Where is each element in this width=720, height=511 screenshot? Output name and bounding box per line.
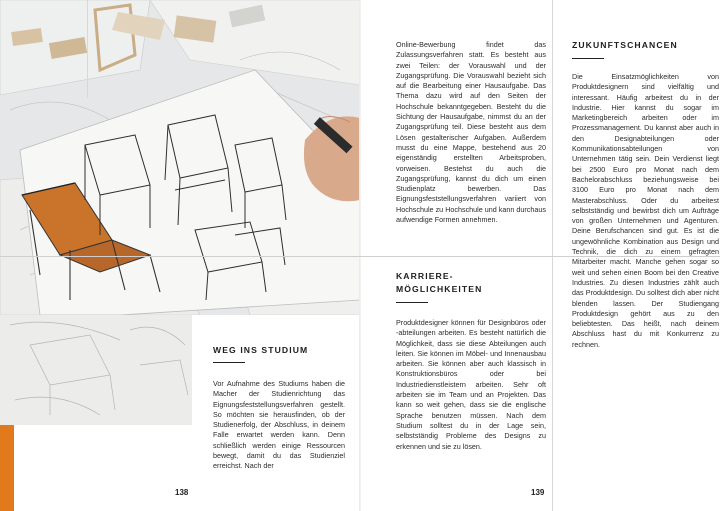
section-heading-karriere-line2: MÖGLICHKEITEN (396, 284, 483, 294)
section-heading-zukunftschancen: ZUKUNFTSCHANCEN (572, 40, 678, 50)
chair-sketch-photo (0, 0, 360, 315)
page-number-right: 139 (531, 488, 545, 497)
page-number-left: 138 (175, 488, 189, 497)
sketch-photo-lower (0, 315, 192, 425)
lower-sketch (0, 315, 192, 425)
accent-bar (0, 425, 14, 511)
column1-body: Produktdesigner können für Designbüros oder -abteilungen arbeiten. Es besteht natürlich die Möglichkeit, dass sie diese Abteilungen auch leiten. Sie können im Möbel- und Innenausbau arbeiten. Sie können aber auch klassisch in Konstruktionsbüros oder bei Industriedienstleistern arbeiten. Sehr oft arbeiten sie im Team und an Projekten. Das kann so weit gehen, dass sie die englische Sprache benutzen müssen. Nach dem Studium solltest du in der Lage sein, selbstständig Probleme des Designs zu erkennen und sie zu lösen. (396, 318, 546, 451)
section-heading-weg-ins-studium: WEG INS STUDIUM (213, 345, 309, 355)
fold-line (0, 256, 720, 257)
column-guide-line (87, 0, 88, 98)
sketch-illustration (0, 0, 360, 315)
column2-body: Die Einsatzmöglichkeiten von Produktdesignern sind vielfältig und interessant. Häufig arbeitest du in der Industrie. Hier kannst du sogar im Marketingbereich arbeiten oder im Prozessmanagement. Du kannst aber auch in den Designabteilungen oder Kommunikationsabteilungen von Unternehmen tätig sein. Dein Verdienst liegt bei 2500 Euro pro Monat nach dem Bachelorabschluss beziehungsweise bei 3100 Euro pro Monat nach dem Masterabschluss. Oder du arbeitest selbstständig und bewirbst dich um Aufträge von großen Unternehmen und Agenturen. Deine Berufschancen sind gut. Es ist die ungewöhnliche Kombination aus Design und Technik, die dich zu einem gefragten Mitarbeiter macht. Manche gehen sogar so weit und sehen einen Boom bei den Creative Industries. Zu diesen Industries zählt auch das Produktdesign. Du solltest dich aber nicht blenden lassen. Der Studiengang Produktdesign gehört aus zu den beliebtesten. Das heißt, nach deinem Abschluss hast du mit Konkurrenz zu rechnen. (572, 72, 719, 349)
section-heading-karriere-line1: KARRIERE- (396, 271, 454, 281)
section-body-weg-ins-studium: Vor Aufnahme des Studiums haben die Macher der Studienrichtung das Eignungsfeststellungsverfahren gestellt. So möchten sie herausfinden, ob der Studienerfolg, der Abschluss, in deinem Falle erwartet werden kann. Denn schließlich werden einige Ressourcen bewegt, damit du das Studienziel erreichst. Nach der (213, 379, 345, 471)
heading-underline (213, 362, 245, 363)
heading-underline (396, 302, 428, 303)
column1-intro: Online-Bewerbung findet das Zulassungsverfahren statt. Es besteht aus zwei Teilen: der Vorauswahl und der Zugangsprüfung. Die Vorauswahl bezieht sich auf die Bearbeitung einer Hausaufgabe. Das Thema dazu wird auf den Seiten der Hochschule bekanntgegeben. Besteht du die Sichtung der Hausaufgabe, nimmst du an der Zugangsprüfung teil. Diese besteht aus dem Lösen gestalterischer Aufgaben. Außerdem musst du eine Mappe, bestehend aus 20 eigenständig erstellten Arbeitsproben, vorweisen. Bestehst du auch die Zugangsprüfung, kannst du dich um einen Studienplatz bewerben. Das Eignungsfeststellungsverfahren variiert von Hochschule zu Hochschule und kann durchaus aufwendige Formen annehmen. (396, 40, 546, 225)
heading-underline (572, 58, 604, 59)
